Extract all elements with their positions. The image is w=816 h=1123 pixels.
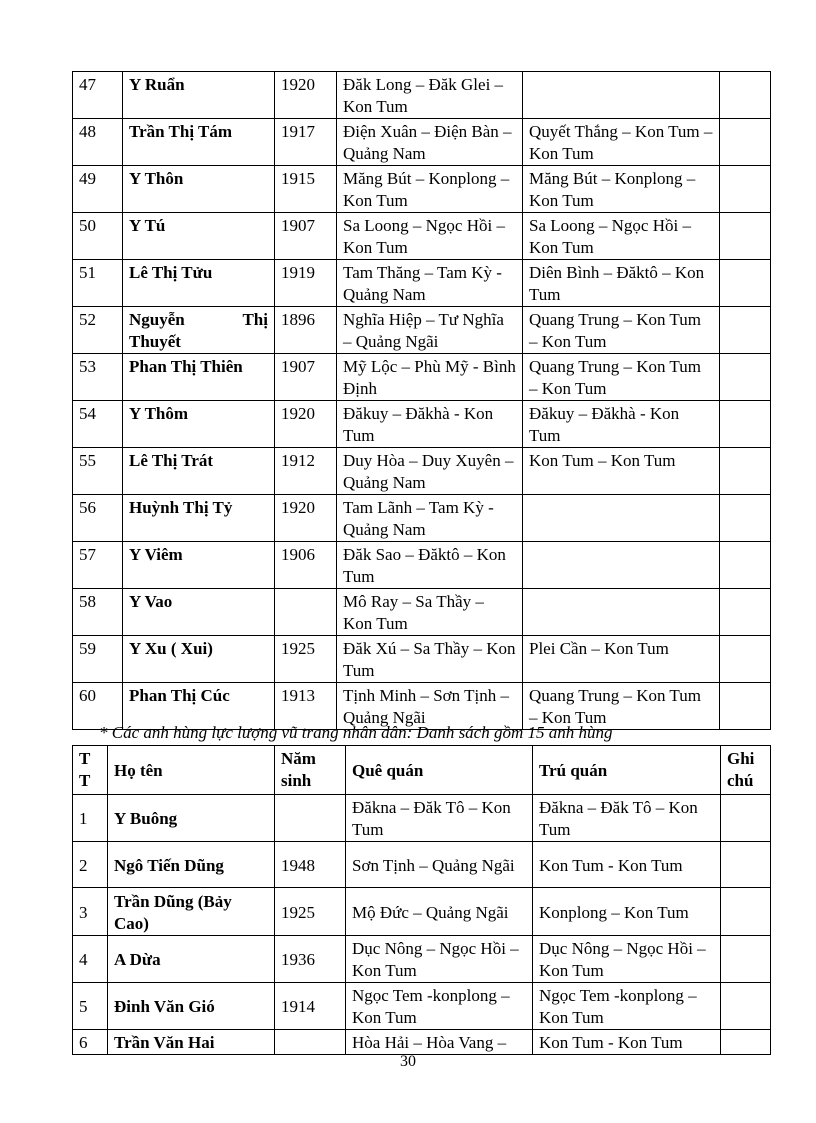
cell-hometown: Đăk Long – Đăk Glei – Kon Tum xyxy=(337,72,523,119)
cell-hometown: Ngọc Tem -konplong – Kon Tum xyxy=(346,983,533,1030)
table-row xyxy=(73,842,771,888)
table-row xyxy=(73,888,771,936)
cell-note xyxy=(720,448,771,495)
table-row xyxy=(73,636,771,683)
cell-note xyxy=(721,983,771,1030)
table-row xyxy=(73,542,771,589)
cell-year xyxy=(275,1030,346,1055)
cell-year: 1925 xyxy=(275,636,337,683)
table-row xyxy=(73,448,771,495)
cell-note xyxy=(720,260,771,307)
cell-year: 1907 xyxy=(275,213,337,260)
cell-residence: Plei Cần – Kon Tum xyxy=(523,636,720,683)
cell-stt: 59 xyxy=(73,636,123,683)
cell-stt: 47 xyxy=(73,72,123,119)
cell-name: Y Thôm xyxy=(123,401,275,448)
cell-note xyxy=(720,166,771,213)
cell-name: Y Viêm xyxy=(123,542,275,589)
cell-note xyxy=(720,119,771,166)
cell-name: Đinh Văn Gió xyxy=(108,983,275,1030)
cell-residence: Diên Bình – Đăktô – Kon Tum xyxy=(523,260,720,307)
cell-name: Y Thôn xyxy=(123,166,275,213)
cell-note xyxy=(720,213,771,260)
cell-stt: 3 xyxy=(73,888,108,936)
cell-year: 1914 xyxy=(275,983,346,1030)
cell-year: 1920 xyxy=(275,72,337,119)
cell-stt: 56 xyxy=(73,495,123,542)
cell-residence xyxy=(523,542,720,589)
cell-residence: Dục Nông – Ngọc Hồi – Kon Tum xyxy=(533,936,721,983)
cell-year: 1915 xyxy=(275,166,337,213)
table-row xyxy=(73,260,771,307)
cell-hometown: Mộ Đức – Quảng Ngãi xyxy=(346,888,533,936)
cell-residence xyxy=(523,495,720,542)
cell-name: Ngô Tiến Dũng xyxy=(108,842,275,888)
cell-hometown: Dục Nông – Ngọc Hồi – Kon Tum xyxy=(346,936,533,983)
cell-year: 1917 xyxy=(275,119,337,166)
cell-year: 1919 xyxy=(275,260,337,307)
cell-hometown: Đăk Sao – Đăktô – Kon Tum xyxy=(337,542,523,589)
cell-hometown: Đăkna – Đăk Tô – Kon Tum xyxy=(346,795,533,842)
cell-year: 1920 xyxy=(275,401,337,448)
table-row xyxy=(73,213,771,260)
cell-hometown: Duy Hòa – Duy Xuyên – Quảng Nam xyxy=(337,448,523,495)
cell-hometown: Tam Thăng – Tam Kỳ - Quảng Nam xyxy=(337,260,523,307)
cell-stt: 60 xyxy=(73,683,123,730)
table-row xyxy=(73,119,771,166)
cell-note xyxy=(721,842,771,888)
header-name: Họ tên xyxy=(108,746,275,795)
cell-hometown: Tam Lãnh – Tam Kỳ - Quảng Nam xyxy=(337,495,523,542)
cell-hometown: Đăk Xú – Sa Thầy – Kon Tum xyxy=(337,636,523,683)
cell-stt: 54 xyxy=(73,401,123,448)
cell-residence: Kon Tum - Kon Tum xyxy=(533,842,721,888)
cell-year: 1906 xyxy=(275,542,337,589)
cell-note xyxy=(721,1030,771,1055)
cell-name: Y Vao xyxy=(123,589,275,636)
cell-stt: 52 xyxy=(73,307,123,354)
table-row xyxy=(73,307,771,354)
header-residence: Trú quán xyxy=(533,746,721,795)
cell-stt: 57 xyxy=(73,542,123,589)
cell-name: Y Xu ( Xui) xyxy=(123,636,275,683)
cell-hometown: Mô Ray – Sa Thầy – Kon Tum xyxy=(337,589,523,636)
cell-year: 1920 xyxy=(275,495,337,542)
table-row xyxy=(73,354,771,401)
cell-note xyxy=(720,354,771,401)
cell-name: Trần Dũng (Bảy Cao) xyxy=(108,888,275,936)
cell-name: Lê Thị Tửu xyxy=(123,260,275,307)
table-header-row xyxy=(73,746,771,795)
cell-name: A Dừa xyxy=(108,936,275,983)
armed-forces-heroes-table xyxy=(72,745,771,1055)
cell-residence: Đăkuy – Đăkhà - Kon Tum xyxy=(523,401,720,448)
cell-year: 1925 xyxy=(275,888,346,936)
table-row xyxy=(73,589,771,636)
cell-stt: 49 xyxy=(73,166,123,213)
cell-residence: Kon Tum - Kon Tum xyxy=(533,1030,721,1055)
table-row xyxy=(73,495,771,542)
cell-hometown: Điện Xuân – Điện Bàn – Quảng Nam xyxy=(337,119,523,166)
header-stt: T T xyxy=(73,746,108,795)
cell-note xyxy=(720,683,771,730)
cell-note xyxy=(721,795,771,842)
cell-residence: Măng Bút – Konplong – Kon Tum xyxy=(523,166,720,213)
cell-stt: 53 xyxy=(73,354,123,401)
cell-year: 1913 xyxy=(275,683,337,730)
cell-residence: Sa Loong – Ngọc Hồi – Kon Tum xyxy=(523,213,720,260)
cell-hometown: Sơn Tịnh – Quảng Ngãi xyxy=(346,842,533,888)
cell-hometown: Hòa Hải – Hòa Vang – xyxy=(346,1030,533,1055)
cell-year: 1912 xyxy=(275,448,337,495)
cell-name: Lê Thị Trát xyxy=(123,448,275,495)
table-row xyxy=(73,936,771,983)
cell-year xyxy=(275,589,337,636)
cell-residence: Đăkna – Đăk Tô – Kon Tum xyxy=(533,795,721,842)
cell-residence xyxy=(523,589,720,636)
cell-name: Trần Thị Tám xyxy=(123,119,275,166)
cell-hometown: Măng Bút – Konplong – Kon Tum xyxy=(337,166,523,213)
cell-name: Y Ruẩn xyxy=(123,72,275,119)
cell-hometown: Đăkuy – Đăkhà - Kon Tum xyxy=(337,401,523,448)
cell-name: Y Buông xyxy=(108,795,275,842)
cell-stt: 48 xyxy=(73,119,123,166)
cell-stt: 6 xyxy=(73,1030,108,1055)
cell-residence: Quang Trung – Kon Tum – Kon Tum xyxy=(523,307,720,354)
table-row xyxy=(73,1030,771,1055)
cell-note xyxy=(720,401,771,448)
cell-stt: 5 xyxy=(73,983,108,1030)
cell-name: Y Tú xyxy=(123,213,275,260)
cell-residence: Quang Trung – Kon Tum – Kon Tum xyxy=(523,354,720,401)
cell-name: Nguyễn Thị Thuyết xyxy=(123,307,275,354)
section-note: * Các anh hùng lực lượng vũ trang nhân dân: Danh sách gồm 15 anh hùng xyxy=(99,723,613,742)
cell-note xyxy=(721,936,771,983)
cell-stt: 58 xyxy=(73,589,123,636)
cell-name: Phan Thị Thiên xyxy=(123,354,275,401)
cell-stt: 1 xyxy=(73,795,108,842)
cell-name: Huỳnh Thị Tỷ xyxy=(123,495,275,542)
cell-residence: Konplong – Kon Tum xyxy=(533,888,721,936)
cell-note xyxy=(720,307,771,354)
cell-residence xyxy=(523,72,720,119)
cell-residence: Kon Tum – Kon Tum xyxy=(523,448,720,495)
cell-residence: Quyết Thắng – Kon Tum – Kon Tum xyxy=(523,119,720,166)
cell-year: 1907 xyxy=(275,354,337,401)
header-note: Ghi chú xyxy=(721,746,771,795)
cell-year: 1936 xyxy=(275,936,346,983)
cell-note xyxy=(720,495,771,542)
cell-residence: Ngọc Tem -konplong – Kon Tum xyxy=(533,983,721,1030)
cell-hometown: Nghĩa Hiệp – Tư Nghĩa – Quảng Ngãi xyxy=(337,307,523,354)
cell-name: Phan Thị Cúc xyxy=(123,683,275,730)
heroes-table-continued xyxy=(72,71,771,730)
cell-stt: 50 xyxy=(73,213,123,260)
cell-year xyxy=(275,795,346,842)
cell-stt: 55 xyxy=(73,448,123,495)
table-row xyxy=(73,983,771,1030)
table-row xyxy=(73,72,771,119)
header-hometown: Quê quán xyxy=(346,746,533,795)
cell-note xyxy=(720,589,771,636)
page-number: 30 xyxy=(400,1053,416,1070)
header-year: Năm sinh xyxy=(275,746,346,795)
cell-year: 1948 xyxy=(275,842,346,888)
cell-hometown: Sa Loong – Ngọc Hồi – Kon Tum xyxy=(337,213,523,260)
cell-note xyxy=(720,542,771,589)
cell-year: 1896 xyxy=(275,307,337,354)
table-row xyxy=(73,795,771,842)
cell-hometown: Mỹ Lộc – Phù Mỹ - Bình Định xyxy=(337,354,523,401)
cell-stt: 2 xyxy=(73,842,108,888)
cell-name: Trần Văn Hai xyxy=(108,1030,275,1055)
cell-note xyxy=(720,636,771,683)
cell-note xyxy=(720,72,771,119)
table-row xyxy=(73,401,771,448)
table-row xyxy=(73,166,771,213)
cell-stt: 4 xyxy=(73,936,108,983)
cell-stt: 51 xyxy=(73,260,123,307)
cell-residence: Quang Trung – Kon Tum – Kon Tum xyxy=(523,683,720,730)
cell-hometown: Tịnh Minh – Sơn Tịnh – Quảng Ngãi xyxy=(337,683,523,730)
cell-note xyxy=(721,888,771,936)
